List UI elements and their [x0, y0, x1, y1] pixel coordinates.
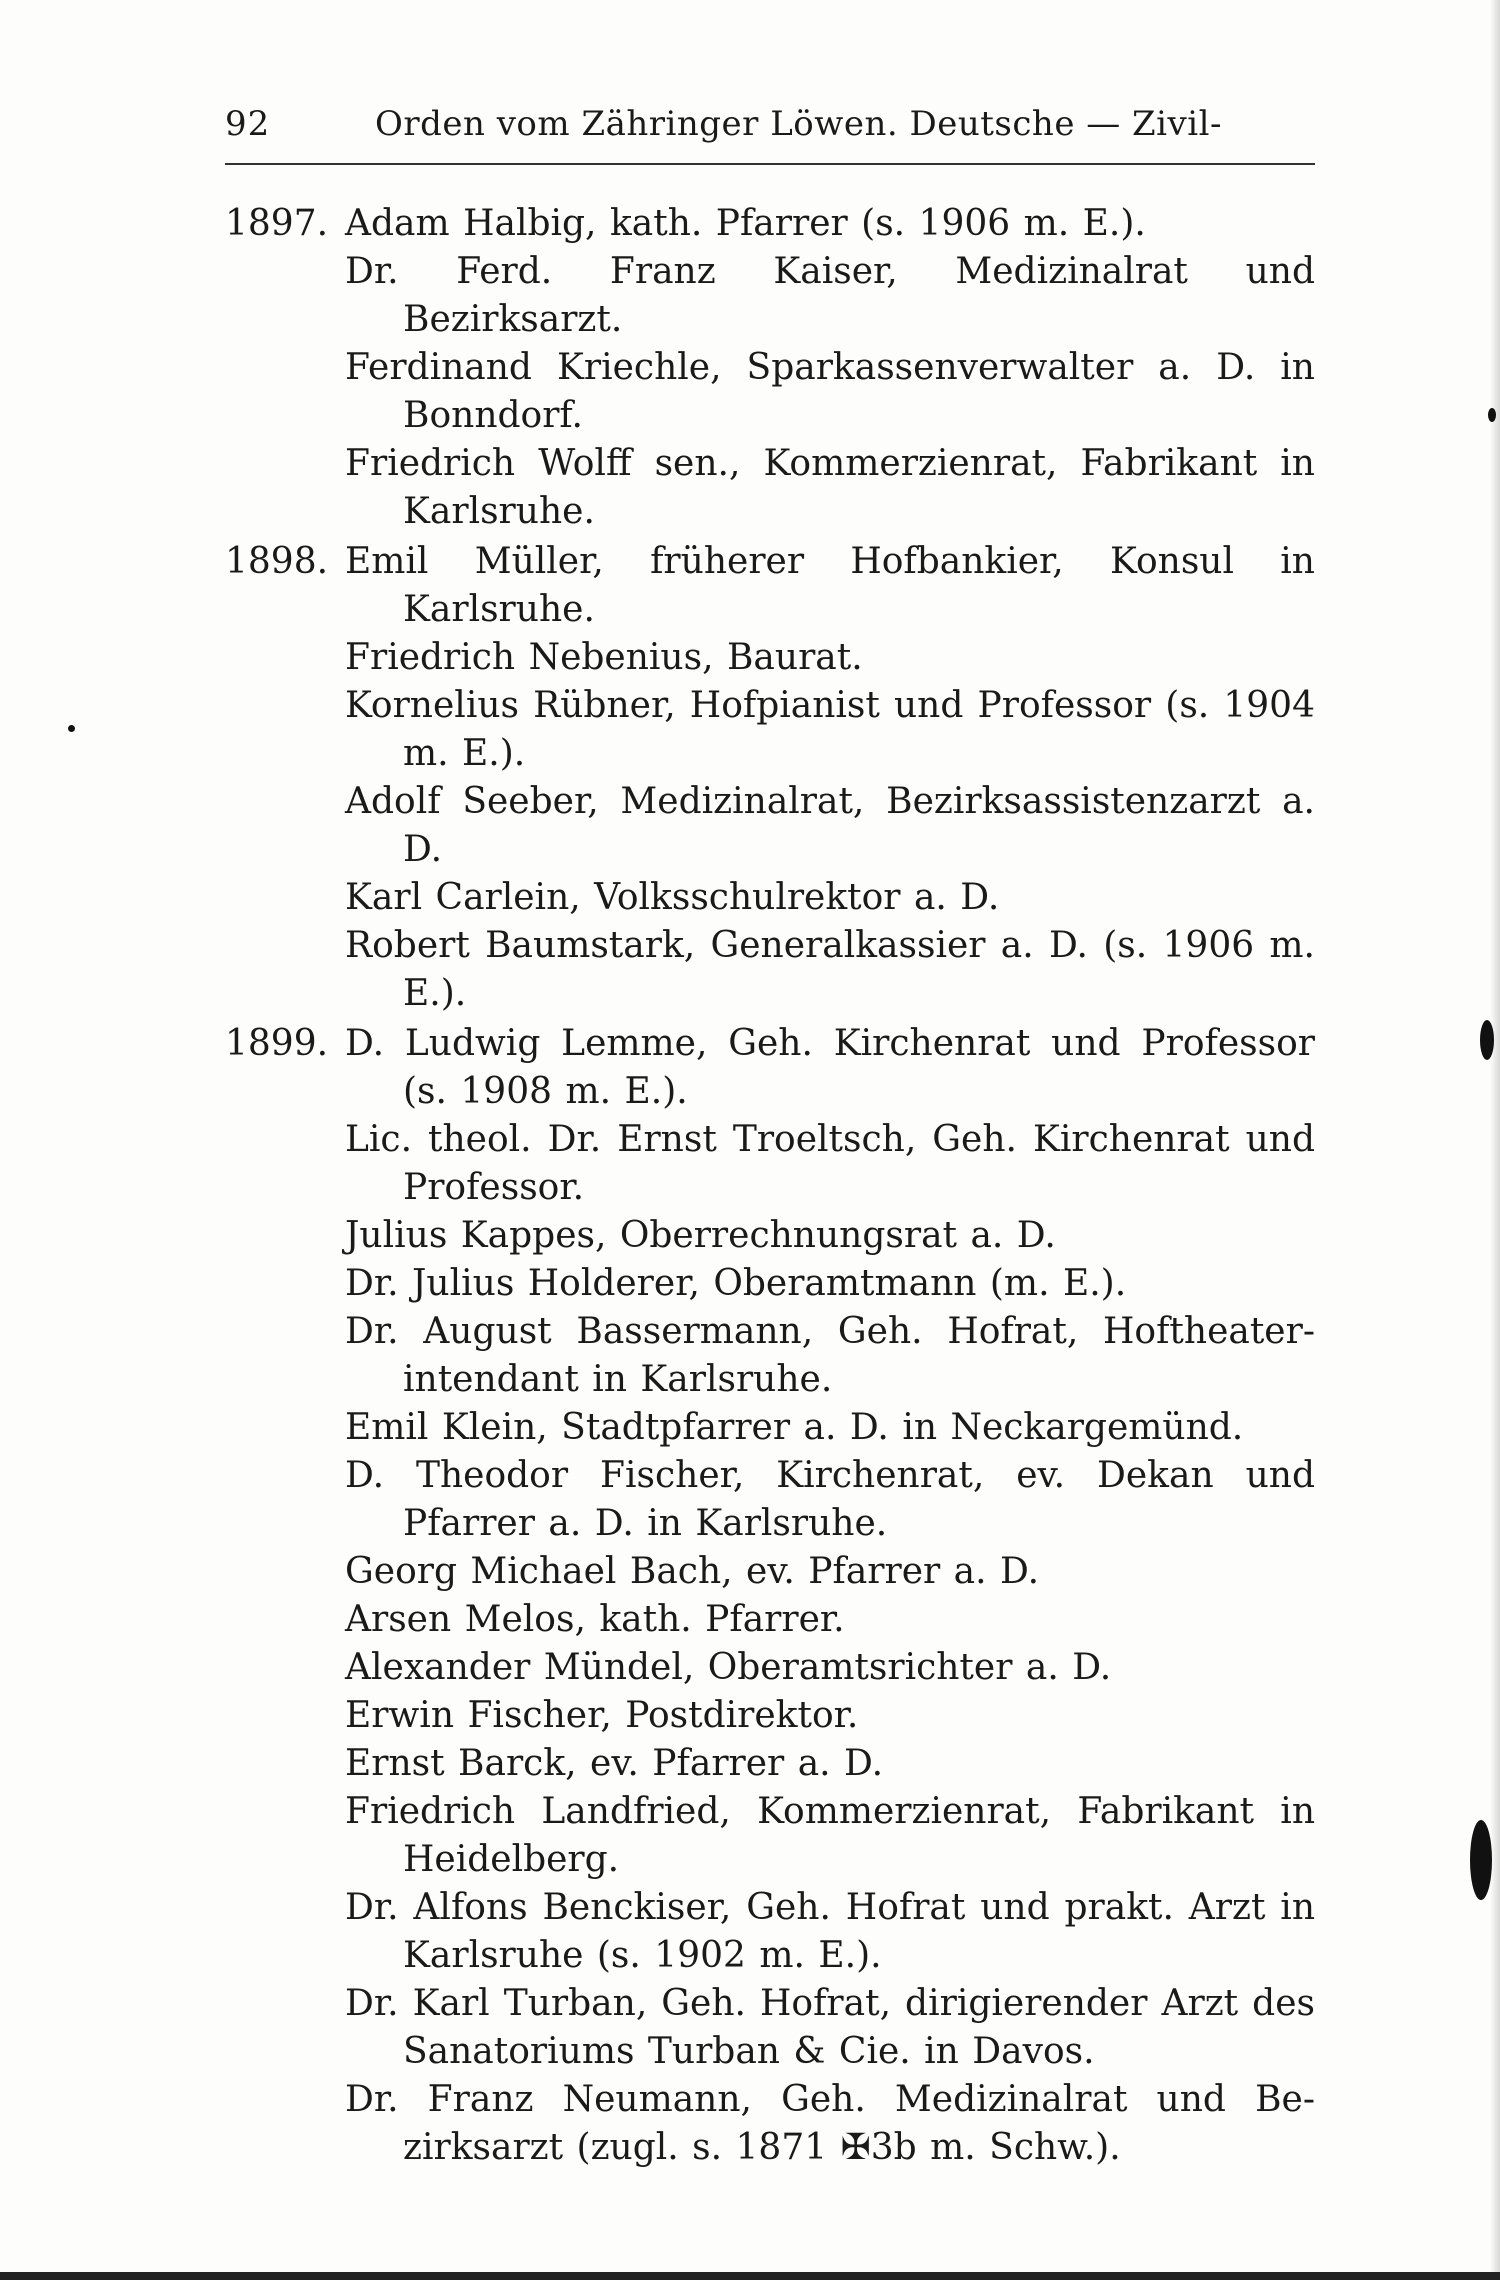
list-item: Emil Klein, Stadtpfarrer a. D. in Neckargemünd.	[345, 1407, 1244, 1448]
running-head: Orden vom Zähringer Löwen. Deutsche — Zivil-	[375, 104, 1222, 144]
year-label: 1898.	[225, 541, 329, 582]
header-rule	[225, 163, 1315, 165]
list-item: Robert Baumstark, Generalkassier a. D. (s. 1906 m. E.).	[345, 925, 1315, 1014]
list-item: Georg Michael Bach, ev. Pfarrer a. D.	[345, 1551, 1040, 1592]
year-group-1899	[225, 1020, 1315, 2172]
list-item: Dr. Franz Neumann, Geh. Medizinalrat und Be-zirksarzt (zugl. s. 1871 ✠3b m. Schw.).	[345, 2079, 1315, 2168]
year-label: 1897.	[225, 203, 329, 244]
list-item: Adam Halbig, kath. Pfarrer (s. 1906 m. E.).	[345, 203, 1146, 244]
list-item: Adolf Seeber, Medizinalrat, Bezirksassistenzarzt a. D.	[345, 781, 1315, 870]
ink-speck	[1470, 1820, 1492, 1900]
list-item: Lic. theol. Dr. Ernst Troeltsch, Geh. Kirchenrat und Professor.	[345, 1119, 1315, 1208]
list-item: Dr. Karl Turban, Geh. Hofrat, dirigierender Arzt des Sanatoriums Turban & Cie. in Davos.	[345, 1983, 1315, 2072]
list-item: Karl Carlein, Volksschulrektor a. D.	[345, 877, 1000, 918]
list-item: Friedrich Landfried, Kommerzienrat, Fabrikant in Heidelberg.	[345, 1791, 1315, 1880]
list-item: D. Theodor Fischer, Kirchenrat, ev. Dekan und Pfarrer a. D. in Karlsruhe.	[345, 1455, 1315, 1544]
list-item: D. Ludwig Lemme, Geh. Kirchenrat und Professor (s. 1908 m. E.).	[345, 1023, 1315, 1112]
list-item: Friedrich Nebenius, Baurat.	[345, 637, 863, 678]
page-number: 92	[225, 104, 271, 144]
list-item: Ernst Barck, ev. Pfarrer a. D.	[345, 1743, 884, 1784]
list-item: Dr. August Bassermann, Geh. Hofrat, Hoftheater-intendant in Karlsruhe.	[345, 1311, 1315, 1400]
list-item: Kornelius Rübner, Hofpianist und Professor (s. 1904 m. E.).	[345, 685, 1315, 774]
list-item: Arsen Melos, kath. Pfarrer.	[345, 1599, 845, 1640]
page-edge-shadow	[1490, 0, 1500, 2280]
list-item: Ferdinand Kriechle, Sparkassenverwalter a. D. in Bonndorf.	[345, 347, 1315, 436]
year-group-1898	[225, 538, 1315, 1018]
list-item: Emil Müller, früherer Hofbankier, Konsul in Karlsruhe.	[345, 541, 1315, 630]
page-bottom-border	[0, 2272, 1500, 2280]
year-label: 1899.	[225, 1023, 329, 1064]
list-item: Dr. Alfons Benckiser, Geh. Hofrat und prakt. Arzt in Karlsruhe (s. 1902 m. E.).	[345, 1887, 1315, 1976]
list-item: Julius Kappes, Oberrechnungsrat a. D.	[345, 1215, 1056, 1256]
ink-speck	[68, 725, 75, 732]
list-item: Alexander Mündel, Oberamtsrichter a. D.	[345, 1647, 1112, 1688]
list-item: Erwin Fischer, Postdirektor.	[345, 1695, 859, 1736]
year-group-1897	[225, 200, 1315, 536]
list-item: Friedrich Wolff sen., Kommerzienrat, Fabrikant in Karlsruhe.	[345, 443, 1315, 532]
entry-list	[225, 200, 1315, 2172]
list-item: Dr. Ferd. Franz Kaiser, Medizinalrat und Bezirksarzt.	[345, 251, 1315, 340]
list-item: Dr. Julius Holderer, Oberamtmann (m. E.).	[345, 1263, 1127, 1304]
page-header	[225, 100, 1315, 148]
